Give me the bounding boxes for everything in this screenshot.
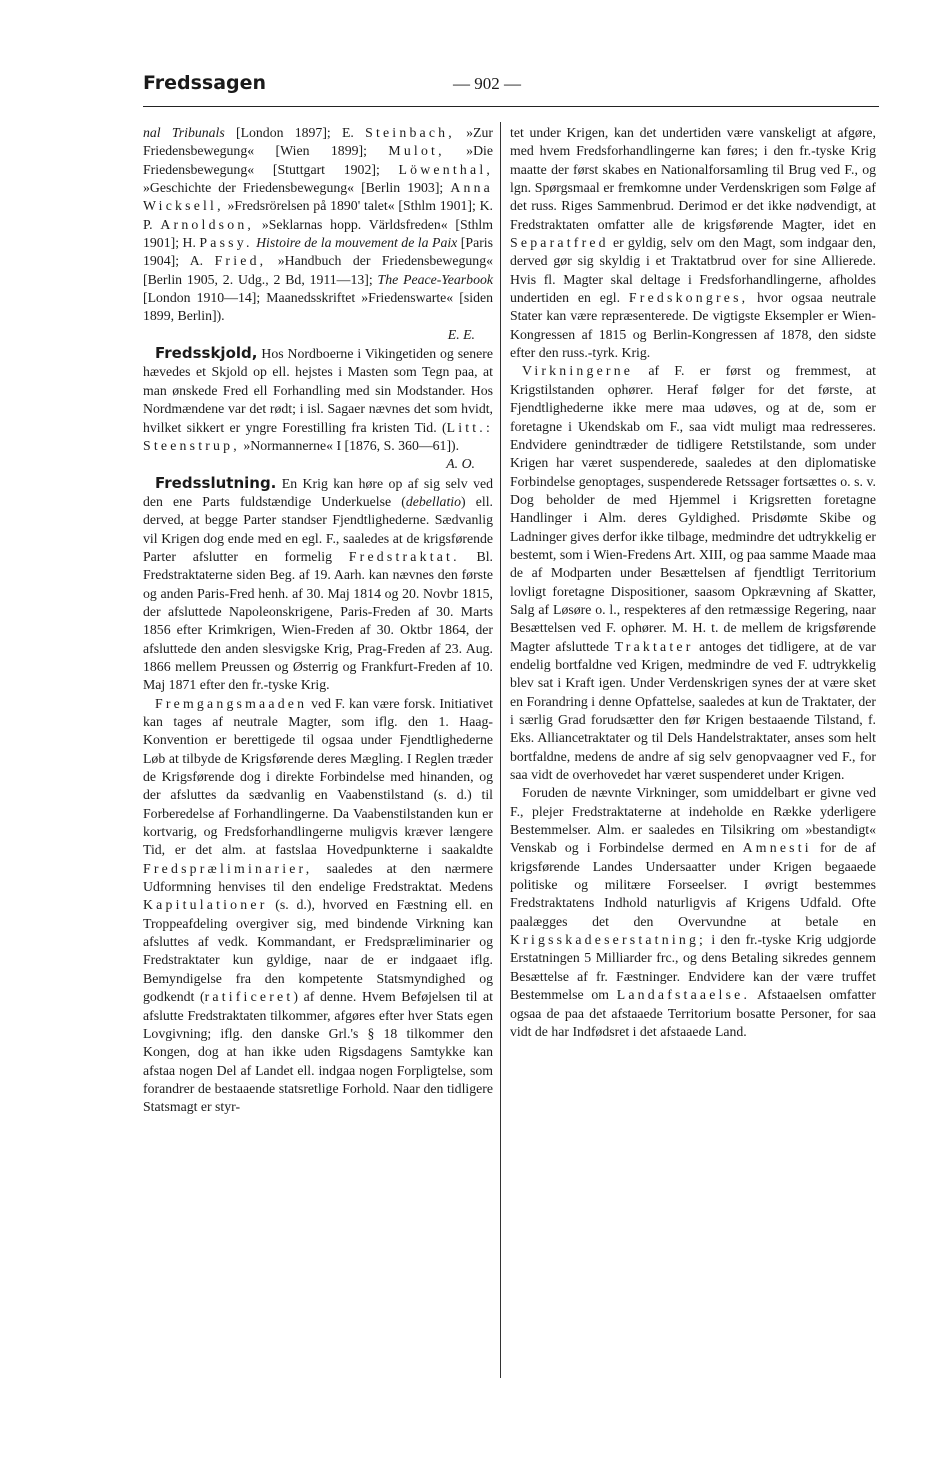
title-italic: The Peace-Yearbook <box>377 271 493 287</box>
author-name: Fried, <box>214 253 267 269</box>
column-divider <box>500 122 501 1378</box>
spaced-term: Kapitulationer <box>143 897 268 913</box>
text-run: (s. d.), hvorved en Fæstning ell. en Troppeafdeling overgiver sig, med bindende Virkning kan afsluttes af vedk. Kommandant, er Fredspræliminarier og Fredstraktater kun gyldige, naar de er indgaaet iflg. Bemyndigelse fra den kompetente Statsmyndighed og godkendt ( <box>143 897 493 1005</box>
paragraph-foruden <box>510 784 876 1041</box>
text-run: »Zur Friedensbewegung« [Wien 1899]; <box>143 125 493 159</box>
headword: Fredsskjold, <box>155 344 258 363</box>
spaced-term: Landafstaaelse. <box>616 987 751 1003</box>
header-rule <box>143 106 879 107</box>
text-run: »Die Friedensbewegung« [Stuttgart 1902]; <box>143 143 493 177</box>
spaced-term: Krigsskadeserstatning; <box>510 932 707 948</box>
text-run: Bl. Fredstraktaterne siden Beg. af 19. Aarh. kan nævnes den første og anden Paris-Fred henh. af 30. Maj 1814 og 20. Novbr 1815, der afsluttede Napoleonskrigene, Paris-Freden af 30. Marts 1856 efter Krimkrigen, Wien-Freden af 30. Oktbr 1864, der afsluttede den anden slesvigske Krig, Prag-Freden af 23. Aug. 1866 mellem Preussen og Østerrig og Frankfurt-Freden af 10. Maj 1871 efter den fr.-tyske Krig. <box>143 548 493 693</box>
spaced-term: Fredspræliminarier, <box>143 860 313 876</box>
text-run: [Paris 1904]; A. <box>143 235 493 269</box>
text-run: ) af denne. Hvem Beføjelsen til at afslutte Fredstraktaten tilkommer, afgøres efter hver Stats egen Lovgivning; iflg. den danske Grl.'s § 18 tilkommer den Kongen, dog at han ikke uden Rigsdagens Samtykke kan afstaa nogen Del af Landet ell. indgaa nogen Forpligtelse, som forandrer de bestaaende statsretlige Forhold. Naar den tidligere Statsmagt er styr- <box>143 989 493 1115</box>
text-run: [London 1897]; E. <box>224 125 366 140</box>
text-run: [London 1910—14]; Maanedsskriftet »Friedenswarte« [siden 1899, Berlin]). <box>143 290 493 324</box>
entry-fredsskjold <box>143 344 493 455</box>
spaced-term: Virkningerne <box>522 363 634 379</box>
author-signature: A. O. <box>446 456 475 472</box>
author-name: Passy. <box>199 235 253 251</box>
text-run: En Krig kan høre op af sig selv ved den ene Parts fuldstændige Underkuelse ( <box>143 475 493 509</box>
spaced-term: Traktater <box>614 638 694 654</box>
text-run: »Geschichte der Friedensbewegung« [Berlin 1903]; <box>143 180 451 196</box>
text-run: er gyldig, selv om den Magt, som indgaar den, derved gør sig skyldig i et Traktatbrud over for sine Allierede. Hvis fl. Magter skal deltage i Fredsforhandlingerne, afholdes undertiden en egl. <box>510 235 876 306</box>
text-run: antoges det tidligere, at de var endelig bortfaldne ved Krigen, medmindre de ved F. udtrykkelig blev sat i Kraft igen. Under Verdenskrigen synes der at være sket en Forandring i denne Opfattelse, saaledes at kun de Traktater, der i særlig Grad forudsætter den før Krigen bestaaende Tilstand, f. Eks. Alliancetraktater og til Dels Handelstraktater, anses som helt bortfaldne, medens de andre af sig selv genopvaagner ved F., for saa vidt de overhovedet har været suspenderet under Krigen. <box>510 638 877 783</box>
page-header <box>143 72 879 102</box>
author-name: Arnoldson, <box>160 216 255 232</box>
spaced-term: Fredstraktat. <box>348 548 460 564</box>
page-number: — 902 — <box>453 74 521 93</box>
text-run: i den fr.-tyske Krig udgjorde Erstatningen 5 Milliarder frc., og dens Betaling sikredes gennem Besættelse af fr. Fæstninger. Endvidere kan der være truffet Bestemmelse om <box>510 932 876 1003</box>
text-run: »Handbuch der Friedensbewegung« [Berlin 1905, 2. Udg., 2 Bd, 1911—13]; <box>143 253 493 287</box>
paragraph-virkningerne <box>510 362 876 784</box>
title-italic: nal Tribunals <box>143 125 225 140</box>
text-run: »Normannerne« I [1876, S. 360—61]). <box>239 437 460 453</box>
text-run: ved F. kan være forsk. Initiativet kan tages af neutrale Magter, som iflg. den 1. Haag-Konvention er berettigede til ogsaa under Fjendtlighederne Løb at tilbyde de Krigsførende deres Mægling. I Reglen træder de Krigsførende dog i direkte Forbindelse med hinanden, og der afsluttes da sædvanlig en Vaabenstilstand (s. d.) til Forberedelse af Forhandlingerne. Da Vaabenstilstanden kun er kortvarig, og Fredsforhandlingerne muligvis kræver længere Tid, er det alm. at fastslaa Hovedpunkterne i saakaldte <box>143 695 493 858</box>
text-run: ) ell. derved, at begge Parter standser Fjendtlighederne. Sædvanlig vil Krigen dog ende med en egl. F., saaledes at de krigsførende Parter afslutter en formelig <box>143 493 493 564</box>
text-run: hvor ogsaa neutrale Stater kan være repræsenterede. De vigtigste Eksempler er Wien-Kongressen af 1815 og Berlin-Kongressen af 1878, den sidste efter den russ.-tyrk. Krig. <box>510 290 876 361</box>
text-run: saaledes at den nærmere Udformning henvises til den endelige Fredstraktat. Medens <box>143 860 493 895</box>
latin-term: debellatio <box>405 493 462 509</box>
spaced-term: Fredskongres, <box>628 290 749 306</box>
text-run: for de af krigsførende Landes Undersaatter under Krigen begaaede politiske og militære Forseelser. I øvrigt bestemmes Fredstraktatens Indhold naturligvis af Krigens Udfald. Ofte paalægges det den Overvundne at betale en <box>510 840 876 929</box>
text-run: tet under Krigen, kan det undertiden være vanskeligt at afgøre, med hvem Fredsforhandlingerne kan føres; i den fr.-tyske Krig maatte der først skabes en Nationalforsamling til Brug ved F., og lgn. Spørgsmaal er fremkomne under Verdenskrigen som Følge af det russ. Riges Sammenbrud. Derimod er det ikke nødvendigt, at Fredstraktaten omfatter alle de krigsførende Magter, idet en <box>510 125 876 232</box>
left-column <box>143 124 493 1117</box>
headword: Fredsslutning. <box>155 473 277 492</box>
author-name: Mulot, <box>388 143 445 159</box>
text-run: af F. er først og fremmest, at Krigstilstanden ophører. Heraf følger for det første, at Fjendtlighederne ikke mere maa udøves, og at de, som er foretagne i Ukendskab om F., saa vidt muligt maa redresseres. Endvidere genindtræder de tidligere Retstilstande, som under Krigen har været suspenderede, saaledes at den diplomatiske Forbindelse genoptages, suspenderede Retssager fortsættes o. s. v. Dog beholder de med Hjemmel i Krigsretten foretagne Handlinger i Alm. deres Gyldighed. Prisdømte Skibe og Ladninger gives derfor ikke tilbage, medmindre det udtrykkelig er bestemt, som i Wien-Fredens Art. XIII, og paa samme Maade maa de af Modparten under Besættelsen af fjendtligt Territorium lovligt foretagne Dispositioner, saasom Opkrævning af Skatter, Salg af Løsøre o. l., respekteres af den retmæssige Regering, naar Besættelsen ved F. ophører. M. H. t. de mellem de krigsførende Magter afsluttede <box>510 363 876 654</box>
author-name: Steenstrup, <box>143 437 240 453</box>
spaced-term: ratificeret <box>204 989 294 1005</box>
paragraph-continuation <box>510 124 876 362</box>
running-head: Fredssagen <box>143 72 267 94</box>
spaced-term: Separatfred <box>510 235 609 251</box>
author-signature: E. E. <box>447 326 475 342</box>
spaced-term: Litt.: <box>446 419 493 435</box>
text-run: Afstaaelsen omfatter ogsaa de paa det afstaaede Territorium bosatte Personer, for saa vidt de har Indfødsret i det afstaaede Land. <box>510 987 876 1039</box>
text-run: Foruden de nævnte Virkninger, som umiddelbart er givne ved F., plejer Fredstraktaterne at indeholde en Række yderligere Bestemmelser. Alm. er saaledes en Tilsikring om »bestandigt« Venskab og i Forbindelse dermed en <box>510 785 876 856</box>
spaced-term: Amnesti <box>742 840 812 856</box>
spaced-term: Fremgangsmaaden <box>155 695 308 711</box>
text-run: »Fredsrörelsen på 1890' talet« [Sthlm 1901]; K. P. <box>143 198 493 232</box>
bibliography-paragraph <box>143 124 493 326</box>
entry-fredsslutning <box>143 474 493 695</box>
author-name: Anna Wicksell, <box>143 180 493 214</box>
paragraph-fremgangsmaaden <box>143 695 493 1117</box>
text-run: »Seklarnas hopp. Världsfreden« [Sthlm 1901]; H. <box>143 216 493 251</box>
right-column <box>510 124 876 1041</box>
author-name: Löwenthal, <box>398 161 493 177</box>
title-italic: Histoire de la mouvement de la Paix <box>256 235 458 251</box>
author-name: Steinbach, <box>365 125 455 140</box>
text-run: Hos Nordboerne i Vikingetiden og senere hævedes et Skjold op ell. hejstes i Masten som Tegn paa, at man ønskede Fred ell Forhandling med sin Modstander. Hos Nordmændene var det rødt; i isl. Sagaer nævnes det som hvidt, hvilket sikkert er yngre Forestilling fra kristen Tid. ( <box>143 346 493 435</box>
